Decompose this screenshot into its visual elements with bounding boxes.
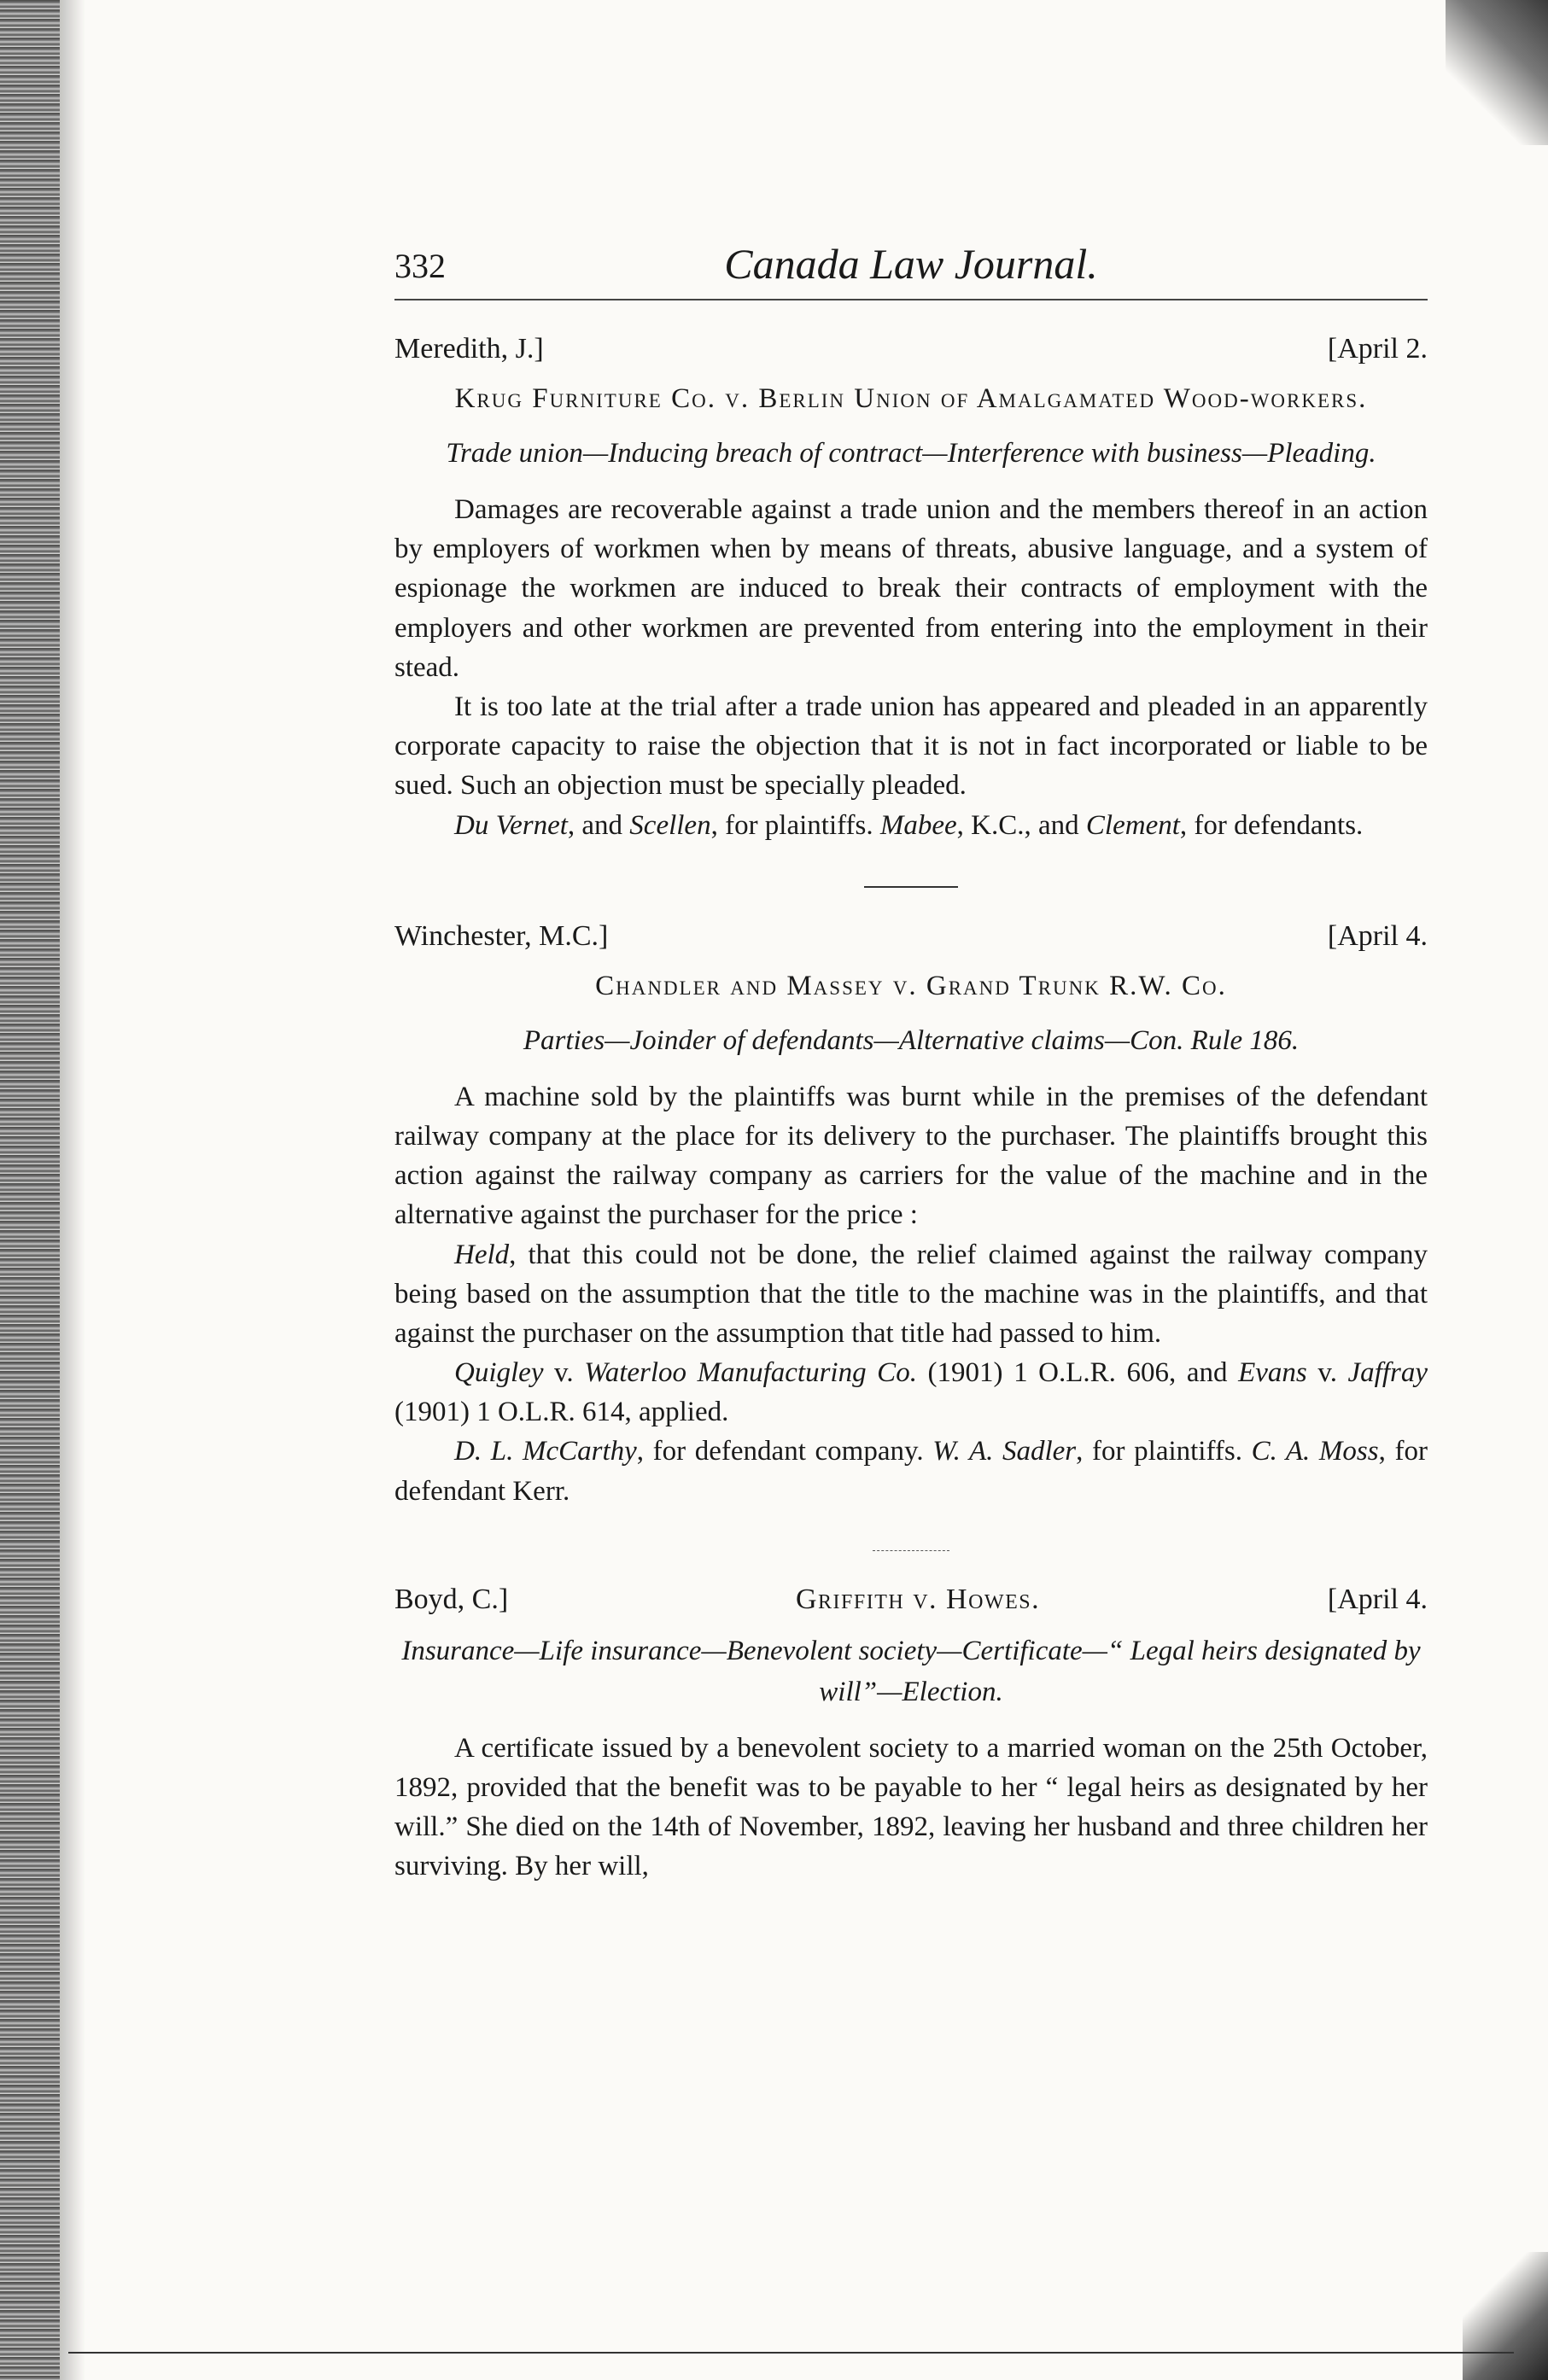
counsel-role: , for defendant Kerr. (394, 1436, 1428, 1507)
counsel-name: C. A. Moss (1251, 1436, 1379, 1467)
counsel-name: Du Vernet (454, 809, 568, 841)
cited-party: Jaffray (1347, 1357, 1428, 1389)
counsel-line (394, 806, 1428, 845)
cited-party: Evans (1238, 1357, 1307, 1389)
journal-title: Canada Law Journal. (724, 240, 1098, 288)
judge: Meredith, J.] (394, 333, 544, 365)
case-paragraph: Damages are recoverable against a trade union and the members thereof in an action by employers of workmen when by means of threats, abusive language, and a system of espionage the workmen are induced to break their contracts of employment with the employers and other workmen are prevented from entering into the employment in their stead. (394, 494, 1428, 683)
counsel-line (394, 1432, 1428, 1510)
scan-corner-shadow-bottom (1463, 2252, 1548, 2380)
section-divider (873, 1550, 949, 1551)
counsel-name: W. A. Sadler (932, 1436, 1077, 1467)
cited-party: Quigley (454, 1357, 544, 1389)
case-headnote-topics: Trade union—Inducing breach of contract—Interference with business—Pleading. (446, 438, 1376, 470)
case-parties: Krug Furniture Co. v. Berlin Union of Amalgamated Wood-workers. (454, 383, 1368, 414)
case-parties: Chandler and Massey v. Grand Trunk R.W. Co. (595, 970, 1227, 1001)
case-header (394, 1584, 1428, 1616)
case-report (394, 333, 1428, 845)
counsel-connector: , K.C., and (956, 809, 1086, 841)
counsel-name: Clement (1085, 809, 1180, 841)
cited-party: Waterloo Manufacturing Co. (584, 1357, 917, 1389)
judge: Winchester, M.C.] (394, 919, 609, 952)
counsel-role: , for defendant company. (636, 1436, 933, 1467)
section-divider (864, 886, 958, 888)
counsel-role: , for plaintiffs. (710, 809, 880, 841)
counsel-connector: , and (567, 809, 630, 841)
counsel-name: Scellen (629, 809, 711, 841)
decision-date: [April 2. (1327, 333, 1428, 365)
citation-reference: (1901) 1 O.L.R. 606, and (916, 1357, 1228, 1389)
held-paragraph (394, 1235, 1428, 1354)
held-word: Held (454, 1239, 510, 1270)
scan-binding-edge (0, 0, 60, 2380)
case-report (394, 1584, 1428, 1886)
counsel-name: D. L. McCarthy (454, 1436, 637, 1467)
running-head (394, 230, 1428, 300)
case-paragraph: It is too late at the trial after a trade union has appeared and pleaded in an apparently corporate capacity to raise the objection that it is not in fact incorporated or liable to be sued. Such an objection must be specially pleaded. (394, 691, 1428, 802)
scan-corner-shadow-top (1446, 0, 1548, 145)
decision-date: [April 4. (1327, 1583, 1428, 1615)
counsel-role: , for defendants. (1179, 809, 1364, 841)
journal-page (394, 230, 1428, 1886)
case-headnote-topics: Insurance—Life insurance—Benevolent society—Certificate—“ Legal heirs designated by will”—Election. (401, 1635, 1421, 1707)
case-paragraph: A certificate issued by a benevolent society to a married woman on the 25th October, 1892, provided that the benefit was to be payable to her “ legal heirs as designated by her will.” She died on the 14th of November, 1892, leaving her husband and three children her surviving. By her will, (394, 1732, 1428, 1882)
page-number: 332 (394, 247, 446, 285)
case-report (394, 920, 1428, 1511)
held-text: , that this could not be done, the relief claimed against the railway company being based on the assumption that the title to the machine was in the plaintiffs, and that against the purchaser on the assumption that title had passed to him. (394, 1239, 1428, 1349)
counsel-name: Mabee (879, 809, 957, 841)
judge: Boyd, C.] (394, 1583, 509, 1615)
citation-line (394, 1353, 1428, 1432)
scan-bottom-edge (68, 2352, 1514, 2354)
case-header (394, 333, 1428, 365)
decision-date: [April 4. (1327, 919, 1428, 952)
counsel-role: , for plaintiffs. (1076, 1436, 1252, 1467)
case-headnote-topics: Parties—Joinder of defendants—Alternative claims—Con. Rule 186. (523, 1024, 1300, 1056)
case-header (394, 920, 1428, 953)
case-paragraph: A machine sold by the plaintiffs was burnt while in the premises of the defendant railway company at the place for its delivery to the purchaser. The plaintiffs brought this action against the railway company as carriers for the value of the machine and in the alternative against the purchaser for the price : (394, 1081, 1428, 1231)
citation-versus: v. (543, 1357, 585, 1389)
citation-reference: (1901) 1 O.L.R. 614, applied. (394, 1397, 729, 1428)
case-parties: Griffith v. Howes. (795, 1583, 1041, 1615)
citation-versus: v. (1306, 1357, 1348, 1389)
